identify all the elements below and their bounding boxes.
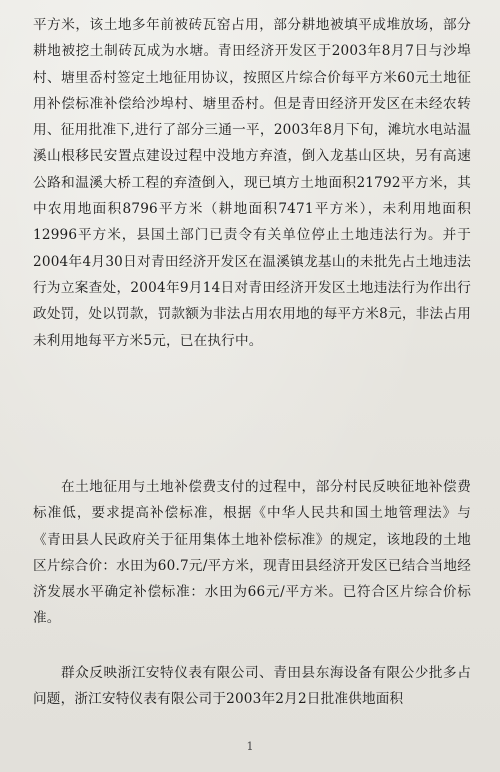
paragraph-land-violation: 平方米，该土地多年前被砖瓦窑占用，部分耕地被填平成堆放场，部分耕地被挖土制砖瓦成为水塘。青田经济开发区于2003年8月7日与沙埠村、塘里岙村签定土地征用协议，按照区片综合价每平方米60元土地征用补偿标准补偿给沙埠村、塘里岙村。但是青田经济开发区在未经农转用、征用批准下,进行了部分三通一平，2003年8月下旬，滩坑水电站温溪山根移民安置点建设过程中没地方弃渣，倒入龙基山区块，另有高速公路和温溪大桥工程的弃渣倒入，现已填方土地面积21792平方米，其中农用地面积8796平方米（耕地面积7471平方米），未利用地面积12996平方米，县国土部门已责令有关单位停止土地违法行为。并于2004年4月30日对青田经济开发区在温溪镇龙基山的未批先占土地违法行为立案查处，2004年9月14日对青田经济开发区土地违法行为作出行政处罚，处以罚款，罚款额为非法占用农用地的每平方米8元，非法占用未利用地每平方米5元，已在执行中。: [33, 17, 471, 349]
paragraph-compensation-standard: 在土地征用与土地补偿费支付的过程中，部分村民反映征地补偿费标准低，要求提高补偿标准，根据《中华人民共和国土地管理法》与《青田县人民政府关于征用集体土地补偿标准》的规定，该地段的土地区片综合价：水田为60.7元/平方米，现青田县经济开发区已结合当地经济发展水平确定补偿标准：水田为66元/平方米。已符合区片综合价标准。: [33, 479, 471, 627]
page-number: 1: [246, 740, 254, 753]
paragraph-mass-complaint: 群众反映浙江安特仪表有限公司、青田县东海设备有限公少批多占问题，浙江安特仪表有限公司于2003年2月2日批准供地面积: [33, 665, 471, 708]
